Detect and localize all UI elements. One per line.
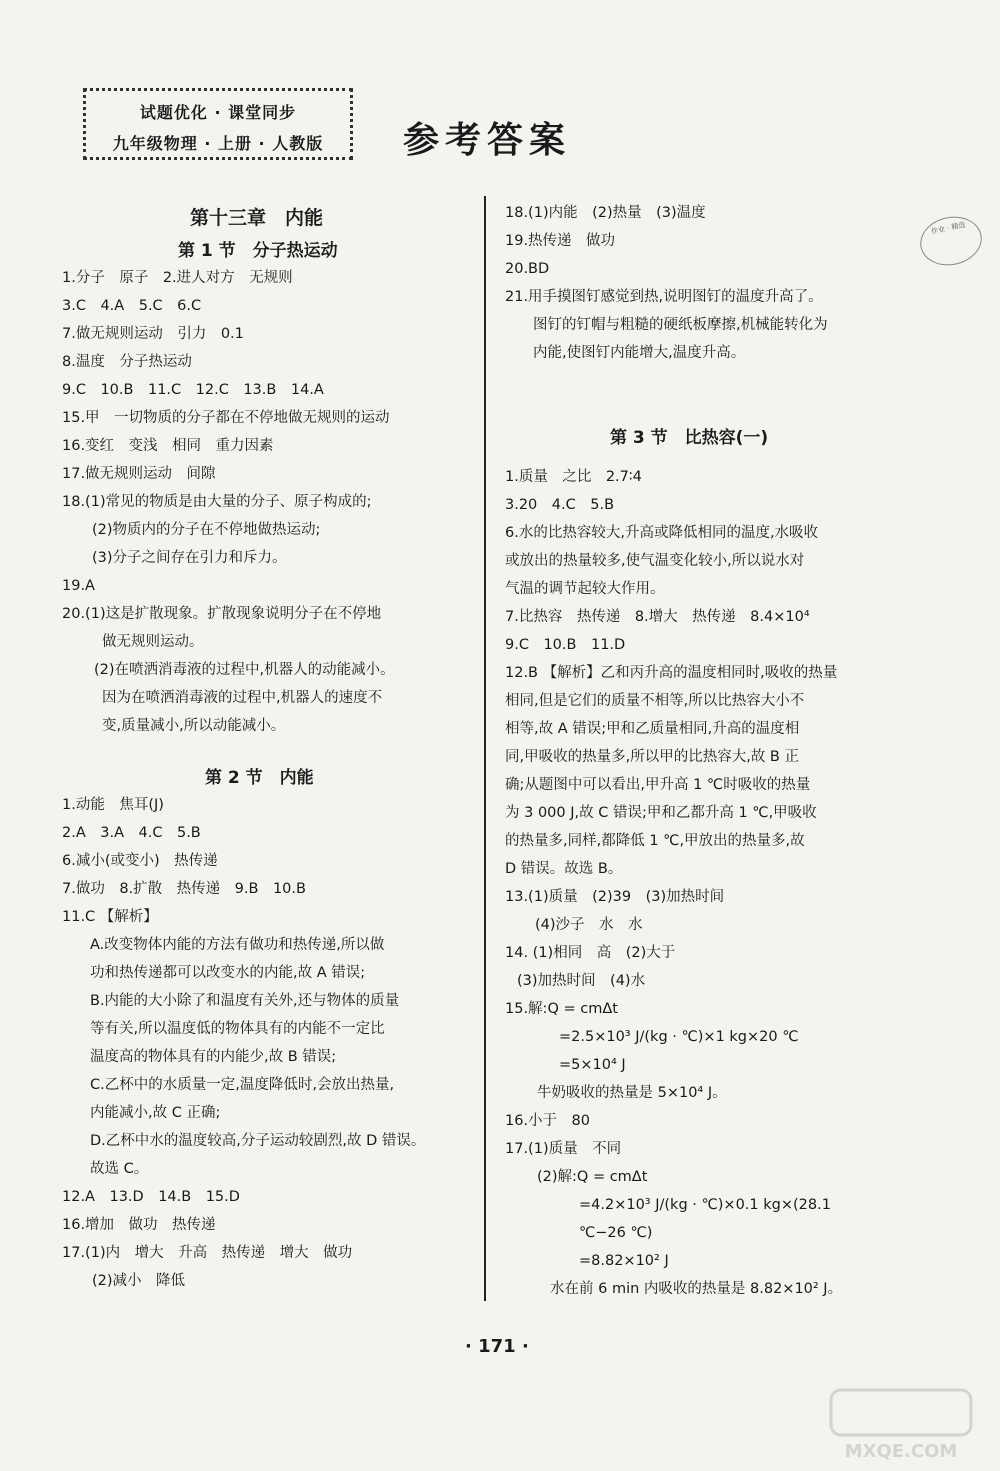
svg-text:MXQE.COM: MXQE.COM [844,1441,958,1462]
answer-line: 18.(1)内能 (2)热量 (3)温度 [505,205,706,221]
answer-line: 内能减小,故 C 正确; [90,1105,221,1121]
section-3-title: 第 3 节 比热容(一) [610,428,769,448]
answer-line: 6.水的比热容较大,升高或降低相同的温度,水吸收 [505,525,819,541]
answer-line: 内能,使图钉内能增大,温度升高。 [533,345,746,361]
watermark-logo [826,1385,976,1465]
answer-line: (2)物质内的分子在不停地做热运动; [92,522,321,538]
answer-line: 9.C 10.B 11.D [505,637,626,653]
answer-line: B.内能的大小除了和温度有关外,还与物体的质量 [90,993,400,1009]
answer-line: 同,甲吸收的热量多,所以甲的比热容大,故 B 正 [505,749,799,765]
answer-line: 16.变红 变浅 相同 重力因素 [62,438,274,454]
answer-line: 8.温度 分子热运动 [62,354,192,370]
answer-line: =4.2×10³ J/(kg · ℃)×0.1 kg×(28.1 [579,1197,831,1213]
answer-line: D.乙杯中水的温度较高,分子运动较剧烈,故 D 错误。 [90,1133,426,1149]
answer-line: ℃−26 ℃) [579,1225,653,1241]
answer-line: 图钉的钉帽与粗糙的硬纸板摩擦,机械能转化为 [533,317,828,333]
answer-line: 15.解:Q = cmΔt [505,1001,618,1017]
chapter-title: 第十三章 内能 [190,207,324,229]
section-1-title: 第 1 节 分子热运动 [178,241,338,261]
answer-line: 或放出的热量较多,使气温变化较小,所以说水对 [505,553,805,569]
answer-line: 20.(1)这是扩散现象。扩散现象说明分子在不停地 [62,606,382,622]
answer-line: 15.甲 一切物质的分子都在不停地做无规则的运动 [62,410,390,426]
answer-line: 6.减小(或变小) 热传递 [62,853,218,869]
answer-line: 气温的调节起较大作用。 [505,581,665,597]
answer-line: 20.BD [505,261,550,277]
section-2-title: 第 2 节 内能 [205,768,314,788]
answer-line: 变,质量减小,所以动能减小。 [102,718,286,734]
answer-line: 21.用手摸图钉感觉到热,说明图钉的温度升高了。 [505,289,823,305]
answer-line: =5×10⁴ J [559,1057,626,1073]
answer-line: 12.B 【解析】乙和丙升高的温度相同时,吸收的热量 [505,665,838,681]
answer-line: 的热量多,同样,都降低 1 ℃,甲放出的热量多,故 [505,833,805,849]
page-title: 参考答案 [403,120,572,161]
answer-line: 牛奶吸收的热量是 5×10⁴ J。 [537,1085,727,1101]
answer-line: (3)分子之间存在引力和斥力。 [92,550,287,566]
badge-line-1: 试题优化 · 课堂同步 [139,103,297,122]
answer-line: 16.增加 做功 热传递 [62,1217,216,1233]
answer-line: D 错误。故选 B。 [505,861,623,877]
answer-line: 19.A [62,578,95,594]
answer-line: 相同,但是它们的质量不相等,所以比热容大小不 [505,693,805,709]
answer-line: 确;从题图中可以看出,甲升高 1 ℃时吸收的热量 [505,777,811,793]
answer-line: (2)减小 降低 [92,1273,186,1289]
answer-line: 17.(1)质量 不同 [505,1141,622,1157]
answer-line: (4)沙子 水 水 [535,917,643,933]
answer-line: 水在前 6 min 内吸收的热量是 8.82×10² J。 [550,1281,843,1297]
answer-line: 功和热传递都可以改变水的内能,故 A 错误; [90,965,366,981]
stamp-mark: 作业 · 精选 [916,211,987,271]
answer-line: 9.C 10.B 11.C 12.C 13.B 14.A [62,382,324,398]
answer-line: 为 3 000 J,故 C 错误;甲和乙都升高 1 ℃,甲吸收 [505,805,817,821]
answer-line: 故选 C。 [90,1161,149,1177]
answer-line: 16.小于 80 [505,1113,591,1129]
answer-line: 7.比热容 热传递 8.增大 热传递 8.4×10⁴ [505,609,810,625]
answer-line: 13.(1)质量 (2)39 (3)加热时间 [505,889,725,905]
badge-line-2: 九年级物理 · 上册 · 人教版 [112,134,324,153]
answer-line: 14. (1)相同 高 (2)大于 [505,945,676,961]
page-number: · 171 · [465,1336,529,1357]
answer-line: 1.动能 焦耳(J) [62,797,164,813]
series-badge [83,88,353,160]
answer-line: 17.做无规则运动 间隙 [62,466,216,482]
answer-line: (3)加热时间 (4)水 [517,973,646,989]
answer-line: 温度高的物体具有的内能少,故 B 错误; [90,1049,337,1065]
answer-line: A.改变物体内能的方法有做功和热传递,所以做 [90,937,385,953]
answer-line: 3.20 4.C 5.B [505,497,615,513]
answer-line: C.乙杯中的水质量一定,温度降低时,会放出热量, [90,1077,395,1093]
answer-line: 做无规则运动。 [102,634,204,650]
answer-line: (2)解:Q = cmΔt [537,1169,648,1185]
column-divider [484,196,486,1301]
answer-line: 3.C 4.A 5.C 6.C [62,298,202,314]
answer-line: 7.做功 8.扩散 热传递 9.B 10.B [62,881,306,897]
answer-line: 等有关,所以温度低的物体具有的内能不一定比 [90,1021,385,1037]
answer-line: 17.(1)内 增大 升高 热传递 增大 做功 [62,1245,353,1261]
answer-line: 7.做无规则运动 引力 0.1 [62,326,244,342]
answer-line: 相等,故 A 错误;甲和乙质量相同,升高的温度相 [505,721,800,737]
answer-line: 18.(1)常见的物质是由大量的分子、原子构成的; [62,494,372,510]
answer-line: 11.C 【解析】 [62,909,158,925]
answer-line: 1.质量 之比 2.7∶4 [505,469,642,485]
answer-line: 19.热传递 做功 [505,233,616,249]
answer-line: (2)在喷洒消毒液的过程中,机器人的动能减小。 [94,662,395,678]
answer-line: =8.82×10² J [579,1253,669,1269]
answer-line: =2.5×10³ J/(kg · ℃)×1 kg×20 ℃ [559,1029,799,1045]
answer-line: 2.A 3.A 4.C 5.B [62,825,201,841]
answer-line: 因为在喷洒消毒液的过程中,机器人的速度不 [102,690,383,706]
answer-line: 12.A 13.D 14.B 15.D [62,1189,240,1205]
answer-line: 1.分子 原子 2.进人对方 无规则 [62,270,293,286]
